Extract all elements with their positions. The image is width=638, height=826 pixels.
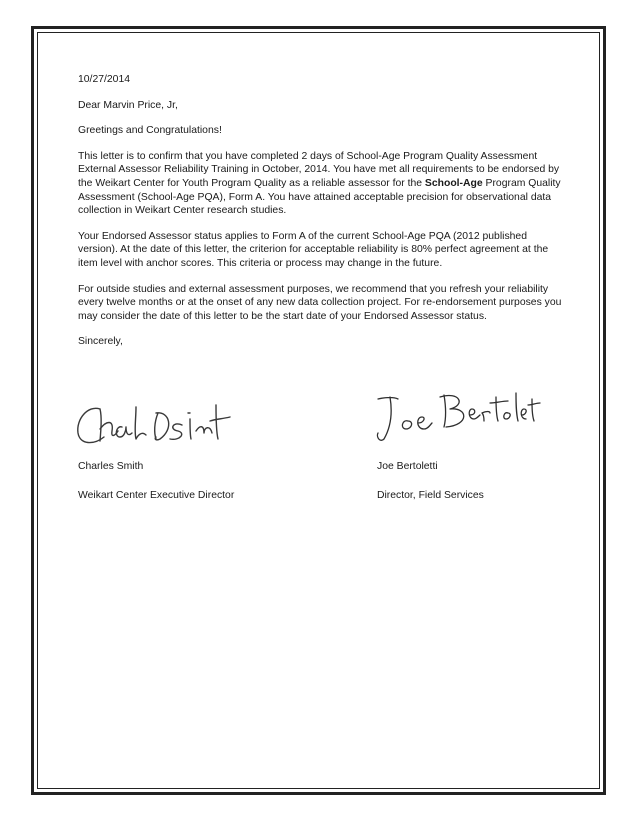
- signer-title-right: Director, Field Services: [377, 490, 484, 501]
- paragraph-confirmation-part2: Program Quality Assessment (School-Age PQA), Form A. You have attained acceptable precision for observational data collection in Weikart Center research studies.: [78, 177, 561, 217]
- signature-joe-bertoletti: [372, 385, 542, 445]
- paragraph-recommendation: For outside studies and external assessment purposes, we recommend that you refresh your reliability every twelve months or at the onset of any new data collection project. For re-endorsement purposes you may consider the date of this letter to be the start date of your Endorsed Assessor status.: [78, 283, 562, 322]
- signer-name-left: Charles Smith: [78, 461, 144, 472]
- paragraph-confirmation-part1: This letter is to confirm that you have completed 2 days of School-Age Program Quality Assessment External Assessor Reliability Training in October, 2014. You have met all requirements to be endorsed by the Weikart Center for Youth Program Quality as a reliable assessor for the: [78, 150, 560, 189]
- paragraph-confirmation-bold: School-Age: [424, 177, 483, 189]
- signer-name-right: Joe Bertoletti: [377, 461, 438, 472]
- letter-greeting: Greetings and Congratulations!: [78, 125, 222, 137]
- paragraph-confirmation: [78, 150, 568, 218]
- letter-salutation: Dear Marvin Price, Jr,: [78, 99, 178, 111]
- letter-closing: Sincerely,: [78, 336, 123, 348]
- paragraph-status: Your Endorsed Assessor status applies to Form A of the current School-Age PQA (2012 published version). At the date of this letter, the criterion for acceptable reliability is 80% perfect agreement at the item level with anchor scores. This criteria or process may change in the future.: [78, 230, 549, 269]
- signature-charles-smith: [70, 395, 240, 455]
- signer-title-left: Weikart Center Executive Director: [78, 490, 235, 501]
- letter-body: [78, 73, 568, 359]
- letter-date: 10/27/2014: [78, 74, 131, 85]
